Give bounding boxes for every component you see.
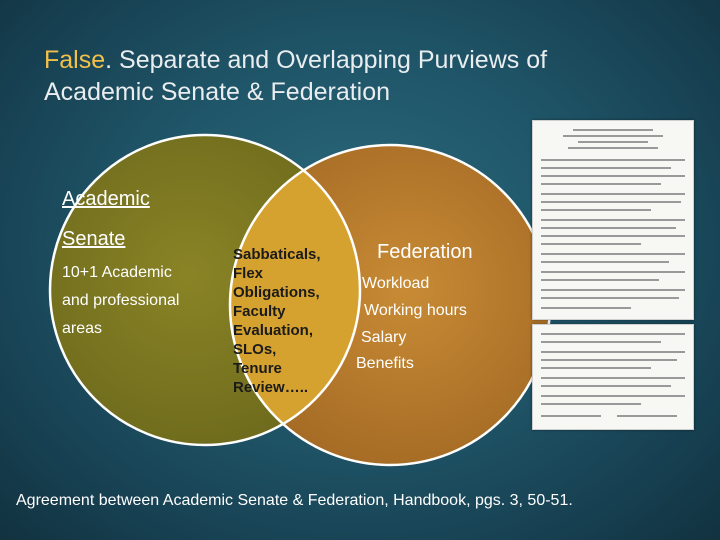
senate-item-3: areas	[62, 320, 103, 337]
overlap-item-5: Evaluation,	[233, 322, 314, 339]
federation-item-4: Benefits	[356, 355, 414, 372]
overlap-item-2: Flex	[233, 265, 264, 282]
overlap-list	[233, 245, 321, 397]
overlap-item-4: Faculty	[233, 303, 286, 320]
overlap-item-8: Review…..	[233, 379, 309, 396]
senate-heading-line1: Academic	[62, 188, 150, 210]
federation-item-3: Salary	[361, 329, 407, 346]
title-keyword: False	[44, 46, 106, 74]
handbook-page-thumbnail-2	[532, 324, 694, 430]
federation-heading: Federation	[377, 241, 473, 263]
footer-citation: Agreement between Academic Senate & Federation, Handbook, pgs. 3, 50-51.	[16, 492, 573, 509]
overlap-item-7: Tenure	[233, 360, 282, 377]
overlap-item-6: SLOs,	[233, 341, 277, 358]
senate-heading-line2: Senate	[62, 228, 126, 250]
title-text: . Separate and Overlapping Purviews of Academic Senate & Federation	[44, 46, 548, 106]
handbook-page-thumbnail-1	[532, 120, 694, 320]
senate-item-1: 10+1 Academic	[62, 264, 172, 281]
senate-item-2: and professional	[62, 292, 180, 309]
federation-item-2: Working hours	[364, 302, 467, 319]
federation-item-1: Workload	[362, 275, 430, 292]
overlap-item-1: Sabbaticals,	[233, 246, 321, 263]
overlap-item-3: Obligations,	[233, 284, 320, 301]
